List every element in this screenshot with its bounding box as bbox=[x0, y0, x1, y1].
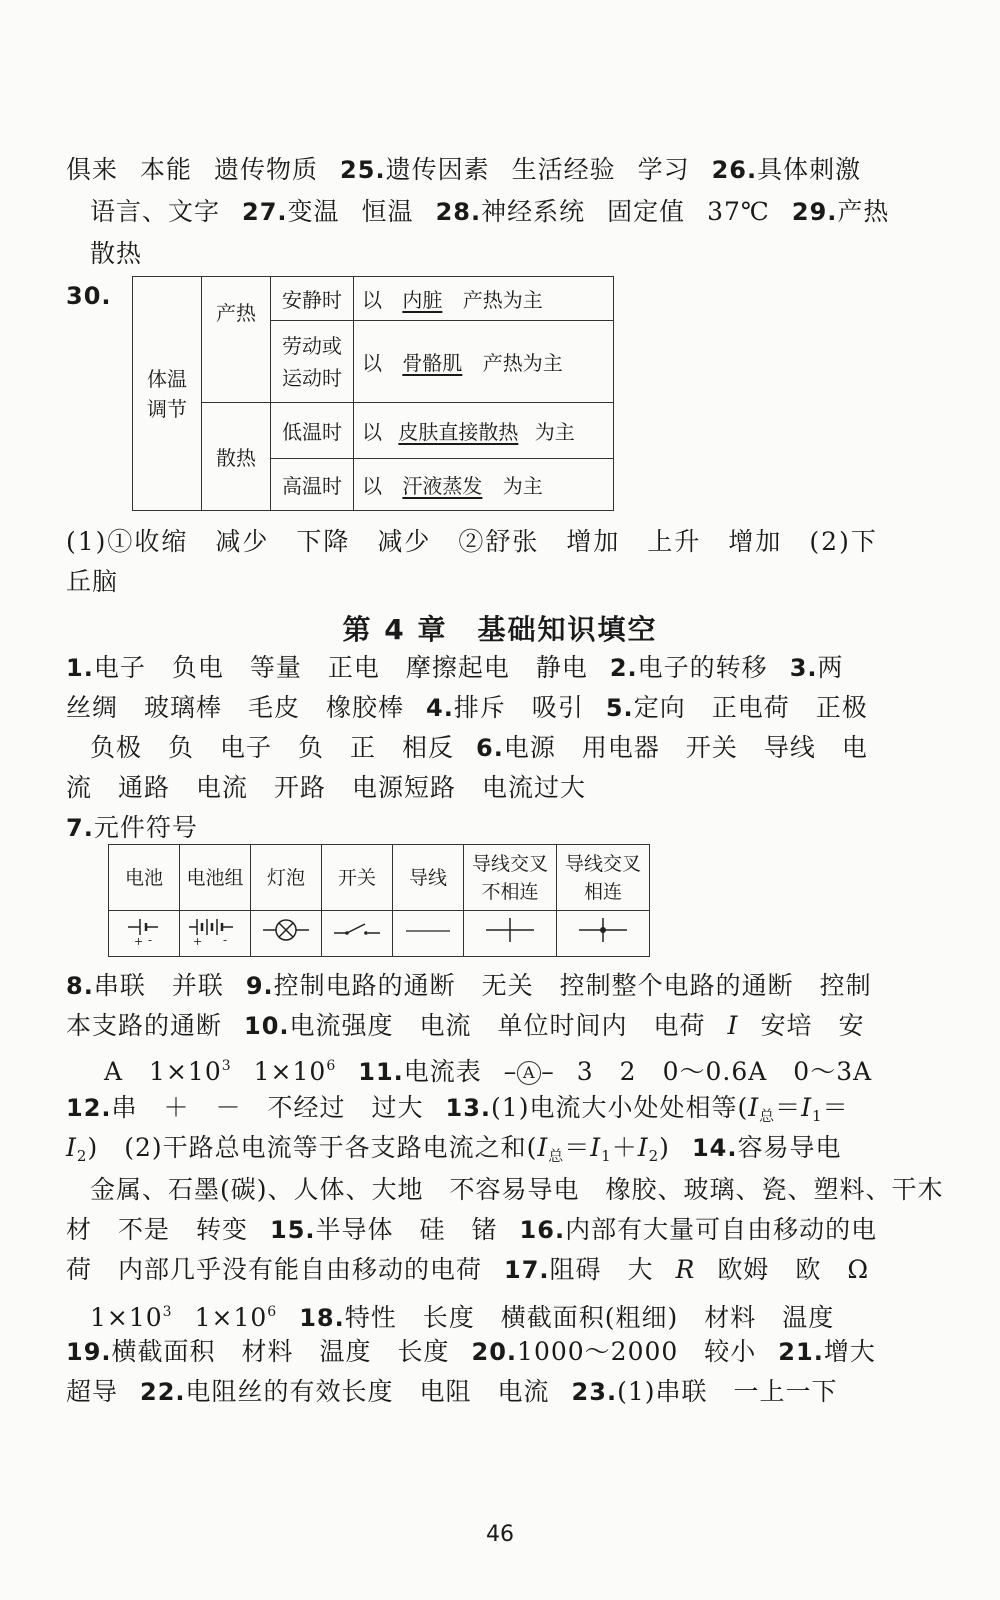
battery-symbol bbox=[109, 911, 180, 957]
wire-cross-connected-symbol bbox=[557, 911, 650, 957]
answer-line bbox=[66, 1250, 869, 1290]
answer-text: 容易导电 bbox=[737, 1133, 842, 1162]
answer-line bbox=[66, 966, 872, 1006]
answer-text: 负极 负 电子 负 正 相反 bbox=[90, 733, 455, 762]
answer-text: 特性 长度 横截面积(粗细) 材料 温度 bbox=[344, 1303, 835, 1332]
chapter-title: 第 4 章 基础知识填空 bbox=[342, 613, 658, 646]
exponent: 6 bbox=[267, 1304, 278, 1320]
answer-text: 变温 bbox=[287, 197, 340, 226]
question-number: 6. bbox=[476, 734, 504, 762]
answer-text: 电阻丝的有效长度 电阻 电流 bbox=[185, 1377, 550, 1406]
exponent: 3 bbox=[162, 1304, 173, 1320]
table-main-label: 体温调节 bbox=[133, 277, 202, 511]
answer-text: 丘脑 bbox=[66, 567, 119, 596]
answer-text: (1)①收缩 减少 下降 减少 ②舒张 增加 上升 增加 (2)下 bbox=[66, 527, 878, 556]
answer-line bbox=[90, 728, 868, 768]
question-number: 29. bbox=[791, 198, 838, 226]
question-number: 3. bbox=[789, 654, 818, 682]
answer-symbol: I bbox=[801, 1093, 813, 1122]
symbol-header: 电池 bbox=[109, 845, 180, 911]
svg-text:-: - bbox=[148, 932, 153, 947]
question-number: 14. bbox=[691, 1134, 738, 1162]
question-number: 5. bbox=[605, 694, 634, 722]
answer-text: 遗传物质 bbox=[214, 155, 319, 184]
svg-text:-: - bbox=[223, 932, 228, 947]
answer-line bbox=[66, 562, 118, 602]
answer-text: 定向 正电荷 正极 bbox=[633, 693, 868, 722]
answer-line bbox=[66, 1006, 864, 1046]
ammeter-symbol: – A – bbox=[503, 1057, 555, 1086]
answer-text: 控制电路的通断 无关 控制整个电路的通断 控制 bbox=[273, 971, 872, 1000]
question-number: 2. bbox=[609, 654, 638, 682]
answer-symbol: ) bbox=[659, 1133, 670, 1162]
table-group-label: 散热 bbox=[202, 403, 271, 511]
answer-text: 生活经验 bbox=[511, 155, 616, 184]
answer-text: 内部有大量可自由移动的电 bbox=[565, 1215, 878, 1244]
answer-text: 串 ＋ － 不经过 过大 bbox=[111, 1093, 424, 1122]
answer-text: A 1×10 bbox=[104, 1057, 222, 1086]
answer-text: (1)电流大小处处相等( bbox=[491, 1093, 749, 1122]
question-number: 17. bbox=[504, 1256, 550, 1284]
answer-text: 俱来 bbox=[66, 155, 119, 184]
answer-text: (1)串联 一上一下 bbox=[617, 1377, 838, 1406]
question-number: 30. bbox=[66, 282, 112, 310]
answer-line bbox=[66, 276, 112, 316]
question-number: 26. bbox=[711, 156, 758, 184]
answer-line bbox=[66, 768, 586, 808]
question-number: 23. bbox=[571, 1378, 618, 1406]
answer-symbol: I bbox=[66, 1133, 77, 1162]
switch-symbol bbox=[322, 911, 393, 957]
answer-text: 元件符号 bbox=[93, 813, 198, 842]
question-number: 28. bbox=[435, 198, 482, 226]
subscript: 总 bbox=[548, 1147, 565, 1165]
answer-text: 金属、石墨(碳)、人体、大地 不容易导电 橡胶、玻璃、瓷、塑料、干木 bbox=[90, 1175, 944, 1204]
svg-text:+: + bbox=[193, 934, 203, 947]
answer-text: 电源 用电器 开关 导线 电 bbox=[503, 733, 868, 762]
question-number: 4. bbox=[426, 694, 454, 722]
lamp-symbol bbox=[251, 911, 322, 957]
table-answer: 以 内脏 产热为主 bbox=[354, 277, 614, 321]
wire-cross-unconnected-symbol bbox=[464, 911, 557, 957]
answer-text: 超导 bbox=[66, 1377, 119, 1406]
question-number: 7. bbox=[66, 814, 94, 842]
answer-text: 电流强度 电流 单位时间内 电荷 bbox=[289, 1011, 706, 1040]
answer-text: 两 bbox=[817, 653, 844, 682]
answer-text: 1×10 bbox=[90, 1303, 163, 1332]
answer-text: 流 通路 电流 开路 电源短路 电流过大 bbox=[66, 773, 587, 802]
question-number: 18. bbox=[299, 1304, 345, 1332]
symbol-header: 电池组 bbox=[180, 845, 251, 911]
answer-text: 固定值 bbox=[607, 197, 686, 226]
answer-text: 横截面积 材料 温度 长度 bbox=[111, 1337, 450, 1366]
answer-text: ) (2)干路总电流等于各支路电流之和( bbox=[87, 1133, 538, 1162]
answer-text: 电流表 bbox=[403, 1057, 482, 1086]
answer-text: 半导体 硅 锗 bbox=[315, 1215, 498, 1244]
question-number: 25. bbox=[340, 156, 386, 184]
answer-text: 1×10 bbox=[194, 1303, 268, 1332]
table-condition: 劳动或运动时 bbox=[271, 321, 354, 403]
answer-text: 3 2 0～0.6A 0～3A bbox=[576, 1057, 873, 1086]
answer-text: 欧姆 欧 Ω bbox=[717, 1255, 870, 1284]
answer-text: 产热 bbox=[837, 197, 890, 226]
question-number: 20. bbox=[471, 1338, 518, 1366]
answer-line bbox=[66, 522, 878, 562]
component-symbol-table bbox=[108, 844, 650, 957]
table-condition: 低温时 bbox=[271, 403, 354, 459]
subscript: 总 bbox=[759, 1107, 776, 1125]
question-number: 10. bbox=[244, 1012, 290, 1040]
answer-text: 学习 bbox=[637, 155, 690, 184]
question-number: 27. bbox=[242, 198, 288, 226]
table-answer: 以 骨骼肌 产热为主 bbox=[354, 321, 614, 403]
answer-symbol: R bbox=[675, 1255, 696, 1284]
answer-text: 遗传因素 bbox=[385, 155, 490, 184]
answer-text: 本能 bbox=[140, 155, 193, 184]
table-answer: 以 汗液蒸发 为主 bbox=[354, 459, 614, 511]
answer-text: 具体刺激 bbox=[757, 155, 862, 184]
answer-symbol: I bbox=[537, 1133, 549, 1162]
question-number: 9. bbox=[245, 972, 274, 1000]
answer-line bbox=[66, 808, 198, 848]
thermoregulation-table bbox=[132, 276, 614, 511]
wire-symbol bbox=[393, 911, 464, 957]
answer-text: 荷 内部几乎没有能自由移动的电荷 bbox=[66, 1255, 483, 1284]
question-number: 21. bbox=[778, 1338, 824, 1366]
symbol-header: 导线交叉不相连 bbox=[464, 845, 557, 911]
answer-line bbox=[66, 1332, 876, 1372]
answer-line bbox=[66, 1372, 837, 1412]
answer-text: 本支路的通断 bbox=[66, 1011, 223, 1040]
answer-line bbox=[66, 1210, 877, 1250]
question-number: 1. bbox=[66, 654, 94, 682]
answer-text: 安培 安 bbox=[760, 1011, 865, 1040]
answer-text: 37℃ bbox=[707, 197, 770, 226]
page-number: 46 bbox=[486, 1522, 514, 1547]
answer-line bbox=[66, 150, 861, 190]
symbol-header: 导线 bbox=[393, 845, 464, 911]
answer-symbol: ＝ bbox=[775, 1093, 802, 1122]
answer-symbol: I bbox=[590, 1133, 602, 1162]
answer-text: 1000～2000 较小 bbox=[517, 1337, 757, 1366]
answer-text: 阻碍 大 bbox=[549, 1255, 654, 1284]
svg-text:+: + bbox=[134, 934, 144, 947]
subscript: 1 bbox=[601, 1147, 612, 1165]
answer-symbol: I bbox=[727, 1011, 739, 1040]
subscript: 2 bbox=[648, 1147, 660, 1165]
answer-text: 神经系统 bbox=[481, 197, 586, 226]
answer-symbol: I bbox=[748, 1093, 760, 1122]
question-number: 19. bbox=[66, 1338, 112, 1366]
answer-text: 语言、文字 bbox=[90, 197, 221, 226]
answer-line bbox=[90, 1170, 944, 1210]
subscript: 2 bbox=[76, 1147, 88, 1165]
answer-line bbox=[104, 1046, 872, 1092]
subscript: 1 bbox=[812, 1107, 823, 1125]
exponent: 6 bbox=[326, 1058, 337, 1074]
answer-line bbox=[66, 648, 844, 688]
answer-text: 散热 bbox=[90, 239, 143, 268]
answer-text: 材 不是 转变 bbox=[66, 1215, 249, 1244]
answer-text: 增大 bbox=[823, 1337, 876, 1366]
question-number: 12. bbox=[66, 1094, 112, 1122]
battery-pack-symbol bbox=[180, 911, 251, 957]
answer-text: 丝绸 玻璃棒 毛皮 橡胶棒 bbox=[66, 693, 405, 722]
table-answer: 以 皮肤直接散热 为主 bbox=[354, 403, 614, 459]
answer-line bbox=[66, 1128, 841, 1176]
answer-line bbox=[90, 234, 142, 274]
answer-text: 电子 负电 等量 正电 摩擦起电 静电 bbox=[93, 653, 588, 682]
symbol-header: 开关 bbox=[322, 845, 393, 911]
symbol-header: 导线交叉相连 bbox=[557, 845, 650, 911]
answer-line bbox=[66, 688, 868, 728]
symbol-header: 灯泡 bbox=[251, 845, 322, 911]
answer-text: 串联 并联 bbox=[93, 971, 224, 1000]
question-number: 13. bbox=[445, 1094, 492, 1122]
answer-symbol: ＋ bbox=[611, 1133, 638, 1162]
table-condition: 高温时 bbox=[271, 459, 354, 511]
table-condition: 安静时 bbox=[271, 277, 354, 321]
answer-text: 1×10 bbox=[253, 1057, 327, 1086]
table-group-label: 产热 bbox=[202, 277, 271, 403]
question-number: 16. bbox=[519, 1216, 566, 1244]
question-number: 22. bbox=[140, 1378, 186, 1406]
answer-symbol: ＝ bbox=[564, 1133, 591, 1162]
question-number: 15. bbox=[270, 1216, 316, 1244]
question-number: 11. bbox=[358, 1058, 404, 1086]
answer-text: 排斥 吸引 bbox=[453, 693, 584, 722]
answer-text: 电子的转移 bbox=[637, 653, 768, 682]
answer-symbol: I bbox=[637, 1133, 649, 1162]
answer-text: 恒温 bbox=[361, 197, 414, 226]
question-number: 8. bbox=[66, 972, 94, 1000]
answer-line bbox=[90, 192, 889, 232]
exponent: 3 bbox=[221, 1058, 232, 1074]
answer-symbol: ＝ bbox=[822, 1093, 849, 1122]
